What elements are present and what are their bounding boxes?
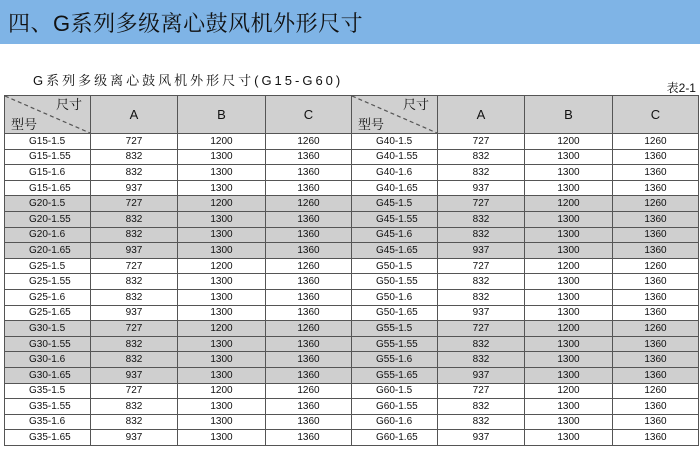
dim-a-cell: 727 [438, 321, 525, 337]
dim-a-cell: 832 [91, 227, 178, 243]
model-cell: G60-1.6 [352, 414, 438, 430]
dim-c-cell: 1360 [266, 414, 352, 430]
dim-b-cell: 1200 [525, 196, 613, 212]
dim-c-cell: 1360 [266, 305, 352, 321]
dim-a-cell: 832 [91, 399, 178, 415]
dim-b-cell: 1200 [178, 321, 266, 337]
dim-a-cell: 937 [438, 305, 525, 321]
dim-b-cell: 1200 [525, 383, 613, 399]
dim-b-cell: 1200 [178, 134, 266, 150]
model-cell: G55-1.5 [352, 321, 438, 337]
dim-b-cell: 1300 [525, 227, 613, 243]
model-cell: G55-1.6 [352, 352, 438, 368]
dim-c-cell: 1360 [266, 149, 352, 165]
dim-a-cell: 937 [91, 367, 178, 383]
dim-b-cell: 1300 [525, 180, 613, 196]
dim-a-cell: 832 [91, 149, 178, 165]
model-cell: G35-1.55 [5, 399, 91, 415]
dim-c-cell: 1360 [613, 414, 699, 430]
dim-c-cell: 1260 [266, 134, 352, 150]
model-cell: G40-1.55 [352, 149, 438, 165]
dim-a-cell: 937 [91, 243, 178, 259]
dim-c-cell: 1360 [266, 399, 352, 415]
table-row [5, 383, 699, 399]
corner-header-right [352, 96, 438, 134]
dim-a-cell: 727 [438, 196, 525, 212]
dim-b-cell: 1300 [178, 414, 266, 430]
dim-a-cell: 832 [91, 336, 178, 352]
dim-b-cell: 1300 [178, 180, 266, 196]
dim-b-cell: 1300 [178, 289, 266, 305]
col-header-a: A [91, 96, 178, 134]
dim-c-cell: 1360 [266, 243, 352, 259]
table-row [5, 211, 699, 227]
table-row [5, 196, 699, 212]
dim-a-cell: 727 [91, 321, 178, 337]
model-cell: G25-1.55 [5, 274, 91, 290]
model-cell: G20-1.6 [5, 227, 91, 243]
dim-c-cell: 1360 [613, 243, 699, 259]
dim-b-cell: 1300 [178, 149, 266, 165]
dim-b-cell: 1200 [178, 258, 266, 274]
dim-c-cell: 1360 [613, 289, 699, 305]
dim-a-cell: 832 [438, 399, 525, 415]
dim-b-cell: 1300 [525, 336, 613, 352]
dim-b-cell: 1300 [178, 305, 266, 321]
model-cell: G25-1.5 [5, 258, 91, 274]
model-cell: G50-1.65 [352, 305, 438, 321]
table-row [5, 180, 699, 196]
dim-c-cell: 1360 [613, 367, 699, 383]
dim-a-cell: 937 [91, 430, 178, 446]
dim-a-cell: 727 [91, 196, 178, 212]
dim-b-cell: 1300 [525, 289, 613, 305]
dim-c-cell: 1360 [613, 399, 699, 415]
dim-a-cell: 832 [91, 352, 178, 368]
table-row [5, 274, 699, 290]
model-cell: G35-1.65 [5, 430, 91, 446]
dim-b-cell: 1300 [525, 305, 613, 321]
dim-b-cell: 1300 [178, 227, 266, 243]
model-cell: G55-1.65 [352, 367, 438, 383]
dim-a-cell: 832 [438, 274, 525, 290]
corner-header-left [5, 96, 91, 134]
dim-c-cell: 1360 [266, 430, 352, 446]
page-title: 四、G系列多级离心鼓风机外形尺寸 [8, 10, 364, 36]
model-cell: G45-1.5 [352, 196, 438, 212]
dim-c-cell: 1360 [266, 180, 352, 196]
model-cell: G45-1.65 [352, 243, 438, 259]
dim-c-cell: 1360 [266, 336, 352, 352]
table-row [5, 289, 699, 305]
dim-b-cell: 1300 [178, 367, 266, 383]
dim-c-cell: 1360 [613, 305, 699, 321]
dim-b-cell: 1300 [525, 149, 613, 165]
dim-a-cell: 937 [438, 180, 525, 196]
table-row [5, 321, 699, 337]
dim-c-cell: 1360 [613, 430, 699, 446]
dim-c-cell: 1360 [266, 274, 352, 290]
dim-b-cell: 1300 [178, 352, 266, 368]
dim-c-cell: 1360 [613, 336, 699, 352]
dim-c-cell: 1260 [266, 196, 352, 212]
table-row [5, 367, 699, 383]
dim-b-cell: 1300 [178, 430, 266, 446]
dim-b-cell: 1200 [525, 134, 613, 150]
model-cell: G60-1.5 [352, 383, 438, 399]
model-cell: G25-1.6 [5, 289, 91, 305]
dim-a-cell: 832 [91, 165, 178, 181]
table-row [5, 258, 699, 274]
corner-label-model: 型号 [358, 117, 385, 132]
table-subtitle: G系列多级离心鼓风机外形尺寸(G15-G60) [33, 73, 344, 88]
model-cell: G60-1.65 [352, 430, 438, 446]
model-cell: G40-1.65 [352, 180, 438, 196]
dim-a-cell: 727 [91, 383, 178, 399]
dim-b-cell: 1200 [178, 196, 266, 212]
dim-b-cell: 1300 [178, 165, 266, 181]
dim-a-cell: 832 [438, 352, 525, 368]
header-bar [0, 0, 700, 44]
corner-label-model: 型号 [11, 117, 38, 132]
model-cell: G35-1.5 [5, 383, 91, 399]
dim-a-cell: 727 [91, 258, 178, 274]
dim-c-cell: 1260 [613, 258, 699, 274]
dim-b-cell: 1200 [525, 321, 613, 337]
dim-c-cell: 1260 [266, 383, 352, 399]
dim-b-cell: 1300 [178, 336, 266, 352]
dim-b-cell: 1300 [525, 243, 613, 259]
dim-a-cell: 832 [438, 414, 525, 430]
table-row [5, 352, 699, 368]
dim-c-cell: 1360 [266, 352, 352, 368]
dim-c-cell: 1360 [266, 211, 352, 227]
model-cell: G15-1.55 [5, 149, 91, 165]
model-cell: G25-1.65 [5, 305, 91, 321]
dim-b-cell: 1300 [525, 165, 613, 181]
model-cell: G40-1.6 [352, 165, 438, 181]
table-row [5, 399, 699, 415]
table-row [5, 149, 699, 165]
dim-a-cell: 832 [438, 149, 525, 165]
table-row [5, 165, 699, 181]
dim-a-cell: 727 [438, 258, 525, 274]
model-cell: G20-1.65 [5, 243, 91, 259]
dim-a-cell: 832 [91, 289, 178, 305]
dim-c-cell: 1360 [266, 367, 352, 383]
col-header-c: C [266, 96, 352, 134]
dim-a-cell: 727 [438, 383, 525, 399]
model-cell: G30-1.5 [5, 321, 91, 337]
dim-a-cell: 937 [91, 305, 178, 321]
dim-b-cell: 1300 [178, 274, 266, 290]
dim-c-cell: 1260 [266, 321, 352, 337]
table-header-row [5, 96, 699, 134]
table-row [5, 430, 699, 446]
dim-c-cell: 1360 [613, 165, 699, 181]
dim-b-cell: 1200 [178, 383, 266, 399]
dim-c-cell: 1360 [266, 227, 352, 243]
model-cell: G20-1.55 [5, 211, 91, 227]
dim-c-cell: 1260 [266, 258, 352, 274]
dim-c-cell: 1260 [613, 196, 699, 212]
dim-c-cell: 1260 [613, 321, 699, 337]
table-row [5, 305, 699, 321]
dim-a-cell: 832 [91, 211, 178, 227]
model-cell: G35-1.6 [5, 414, 91, 430]
dim-a-cell: 832 [91, 414, 178, 430]
model-cell: G30-1.65 [5, 367, 91, 383]
dim-a-cell: 727 [91, 134, 178, 150]
table-row [5, 414, 699, 430]
model-cell: G40-1.5 [352, 134, 438, 150]
dim-c-cell: 1260 [613, 383, 699, 399]
table-row [5, 134, 699, 150]
dim-a-cell: 832 [438, 211, 525, 227]
dim-c-cell: 1260 [613, 134, 699, 150]
model-cell: G15-1.65 [5, 180, 91, 196]
dim-a-cell: 832 [438, 336, 525, 352]
table-body [5, 134, 699, 446]
dim-a-cell: 832 [91, 274, 178, 290]
model-cell: G15-1.6 [5, 165, 91, 181]
dim-b-cell: 1300 [178, 399, 266, 415]
dim-b-cell: 1300 [525, 352, 613, 368]
col-header-b: B [525, 96, 613, 134]
dim-a-cell: 937 [438, 430, 525, 446]
dim-b-cell: 1300 [525, 211, 613, 227]
dim-b-cell: 1300 [525, 274, 613, 290]
model-cell: G20-1.5 [5, 196, 91, 212]
dim-c-cell: 1360 [613, 352, 699, 368]
model-cell: G60-1.55 [352, 399, 438, 415]
table-number-label: 表2-1 [666, 81, 696, 95]
dim-b-cell: 1300 [525, 414, 613, 430]
dim-a-cell: 727 [438, 134, 525, 150]
table-row [5, 243, 699, 259]
dim-b-cell: 1200 [525, 258, 613, 274]
dim-c-cell: 1360 [613, 211, 699, 227]
model-cell: G45-1.6 [352, 227, 438, 243]
table-row [5, 227, 699, 243]
model-cell: G30-1.55 [5, 336, 91, 352]
dim-b-cell: 1300 [178, 211, 266, 227]
model-cell: G50-1.55 [352, 274, 438, 290]
col-header-b: B [178, 96, 266, 134]
model-cell: G50-1.6 [352, 289, 438, 305]
dimension-table [4, 95, 699, 446]
dim-b-cell: 1300 [178, 243, 266, 259]
dim-b-cell: 1300 [525, 430, 613, 446]
dim-a-cell: 937 [438, 367, 525, 383]
model-cell: G55-1.55 [352, 336, 438, 352]
dim-c-cell: 1360 [613, 274, 699, 290]
dim-c-cell: 1360 [613, 180, 699, 196]
col-header-c: C [613, 96, 699, 134]
model-cell: G45-1.55 [352, 211, 438, 227]
table-row [5, 336, 699, 352]
corner-label-size: 尺寸 [402, 97, 429, 112]
model-cell: G50-1.5 [352, 258, 438, 274]
model-cell: G30-1.6 [5, 352, 91, 368]
dim-c-cell: 1360 [613, 149, 699, 165]
dim-b-cell: 1300 [525, 367, 613, 383]
dim-c-cell: 1360 [266, 289, 352, 305]
corner-label-size: 尺寸 [55, 97, 82, 112]
dim-b-cell: 1300 [525, 399, 613, 415]
dim-a-cell: 832 [438, 289, 525, 305]
model-cell: G15-1.5 [5, 134, 91, 150]
dim-a-cell: 937 [438, 243, 525, 259]
dim-c-cell: 1360 [613, 227, 699, 243]
col-header-a: A [438, 96, 525, 134]
dim-a-cell: 937 [91, 180, 178, 196]
dim-a-cell: 832 [438, 165, 525, 181]
dim-a-cell: 832 [438, 227, 525, 243]
dim-c-cell: 1360 [266, 165, 352, 181]
